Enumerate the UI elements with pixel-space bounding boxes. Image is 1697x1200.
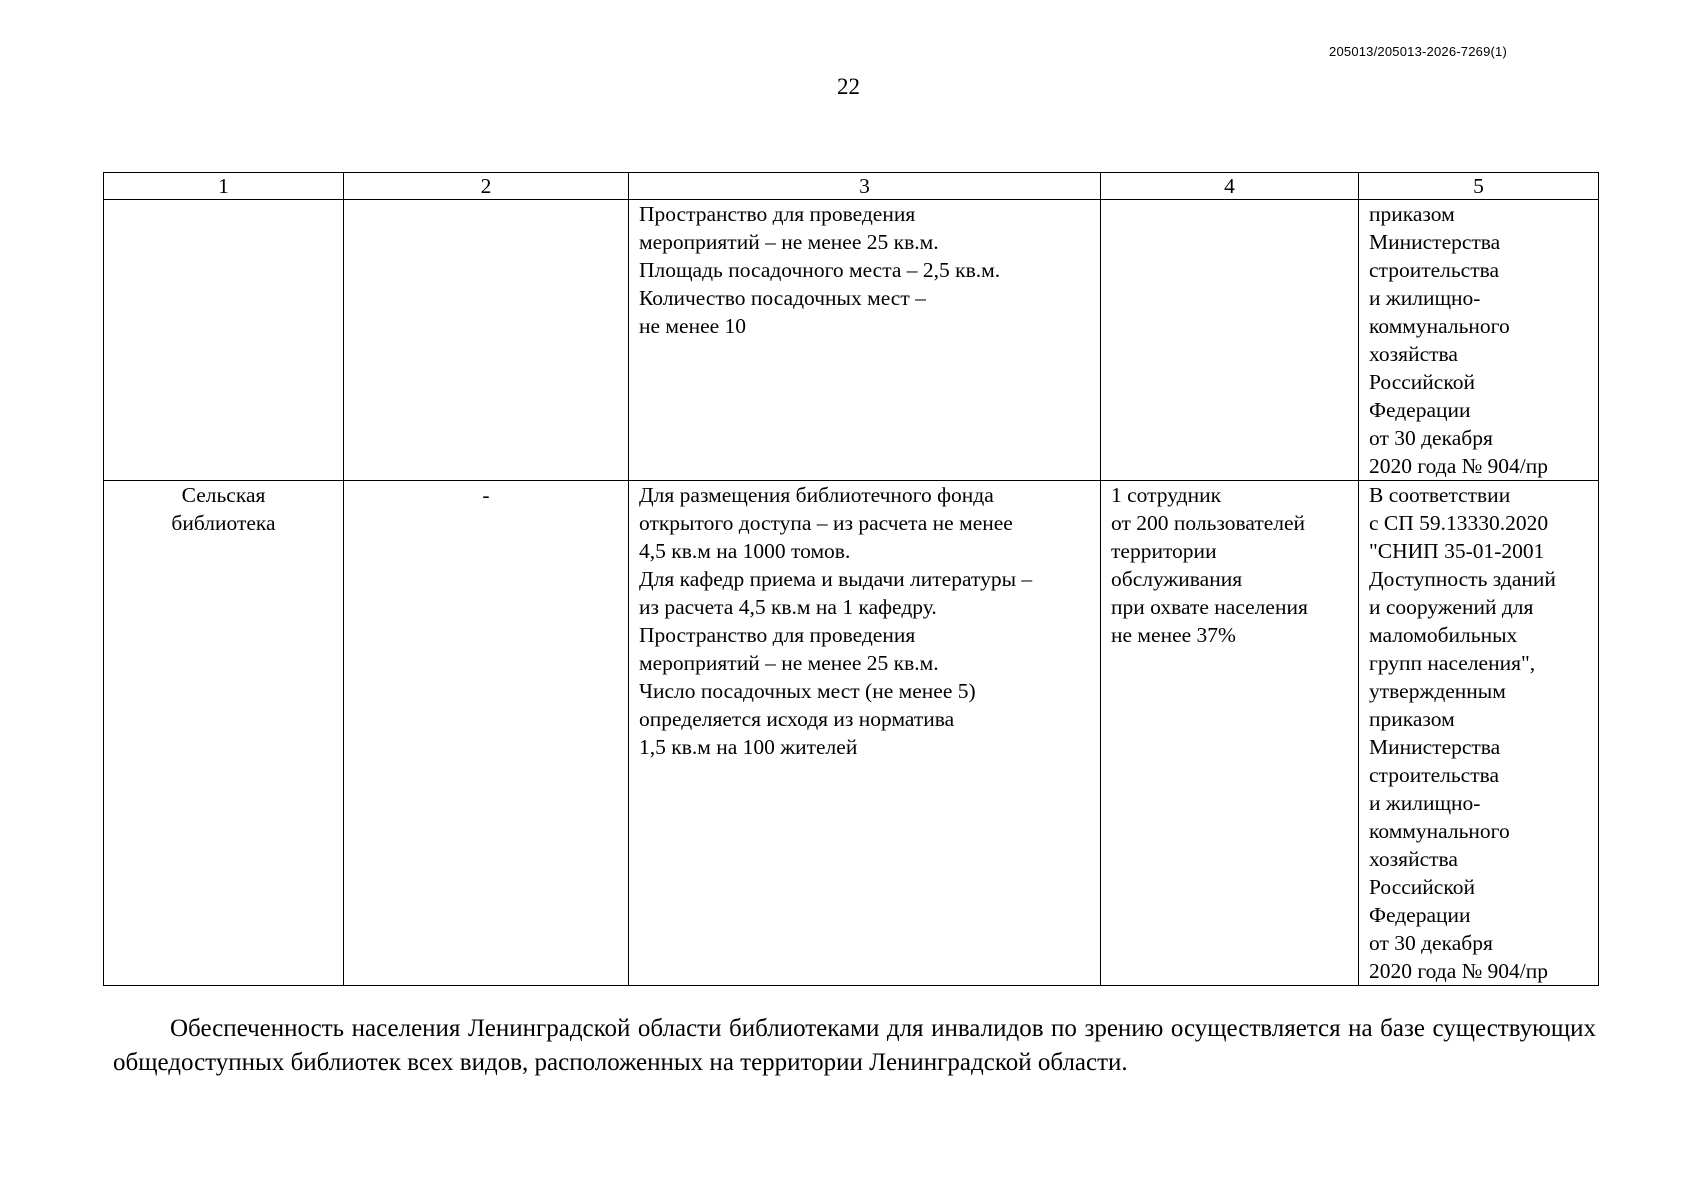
text-line: хозяйства — [1369, 847, 1458, 871]
text-line: Федерации — [1369, 398, 1471, 422]
indicator-cell: - — [344, 481, 629, 986]
area-requirements-cell — [629, 200, 1101, 481]
text-line: определяется исходя из норматива — [639, 707, 955, 731]
text-line: хозяйства — [1369, 342, 1458, 366]
text-line: 1 сотрудник — [1111, 483, 1222, 507]
text-line: строительства — [1369, 763, 1500, 787]
text-line: Количество посадочных мест – — [639, 286, 926, 310]
norms-table — [103, 172, 1599, 986]
text-line: Федерации — [1369, 903, 1471, 927]
text-line: 2020 года № 904/пр — [1369, 454, 1549, 478]
text-line: открытого доступа – из расчета не менее — [639, 511, 1013, 535]
text-line: В соответствии — [1369, 483, 1511, 507]
text-line: при охвате населения — [1111, 595, 1308, 619]
text-line: мероприятий – не менее 25 кв.м. — [639, 230, 939, 254]
text-line: библиотека — [171, 511, 276, 535]
text-line: Для размещения библиотечного фонда — [639, 483, 994, 507]
text-line: Министерства — [1369, 735, 1501, 759]
staffing-cell — [1101, 481, 1359, 986]
text-line: Российской — [1369, 875, 1475, 899]
column-header: 4 — [1101, 173, 1359, 200]
text-line: строительства — [1369, 258, 1500, 282]
text-line: Для кафедр приема и выдачи литературы – — [639, 567, 1033, 591]
text-line: и сооружений для — [1369, 595, 1534, 619]
text-line: приказом — [1369, 707, 1455, 731]
text-line: и жилищно- — [1369, 286, 1481, 310]
text-line: от 30 декабря — [1369, 931, 1493, 955]
text-line: Число посадочных мест (не менее 5) — [639, 679, 976, 703]
text-line: Российской — [1369, 370, 1475, 394]
area-requirements-cell — [629, 481, 1101, 986]
indicator-cell — [344, 200, 629, 481]
text-line: мероприятий – не менее 25 кв.м. — [639, 651, 939, 675]
text-line: 1,5 кв.м на 100 жителей — [639, 735, 858, 759]
text-line: маломобильных — [1369, 623, 1518, 647]
page-number: 22 — [837, 74, 860, 99]
table-header-row — [104, 173, 1599, 200]
text-line: обслуживания — [1111, 567, 1243, 591]
text-line: 2020 года № 904/пр — [1369, 959, 1549, 983]
text-line: Пространство для проведения — [639, 623, 916, 647]
staffing-cell — [1101, 200, 1359, 481]
text-line: 4,5 кв.м на 1000 томов. — [639, 539, 851, 563]
text-line: не менее 37% — [1111, 623, 1236, 647]
table-row — [104, 481, 1599, 986]
text-line: Доступность зданий — [1369, 567, 1556, 591]
text-line: групп населения", — [1369, 651, 1536, 675]
text-line: коммунального — [1369, 314, 1510, 338]
table-row — [104, 200, 1599, 481]
text-line: из расчета 4,5 кв.м на 1 кафедру. — [639, 595, 937, 619]
column-header: 3 — [629, 173, 1101, 200]
text-line: от 200 пользователей — [1111, 511, 1306, 535]
body-paragraph: Обеспеченность населения Ленинградской области библиотеками для инвалидов по зрению осуществляется на базе существующих общедоступных библиотек всех видов, расположенных на территории Ленинградской области. — [113, 1015, 1596, 1076]
legal-basis-cell — [1359, 481, 1599, 986]
text-line: не менее 10 — [639, 314, 747, 338]
text-line: утвержденным — [1369, 679, 1506, 703]
text-line: "СНИП 35-01-2001 — [1369, 539, 1545, 563]
facility-cell — [104, 481, 344, 986]
facility-cell — [104, 200, 344, 481]
text-line: коммунального — [1369, 819, 1510, 843]
column-header: 2 — [344, 173, 629, 200]
legal-basis-cell — [1359, 200, 1599, 481]
text-line: Министерства — [1369, 230, 1501, 254]
text-line: территории — [1111, 539, 1217, 563]
text-line: с СП 59.13330.2020 — [1369, 511, 1549, 535]
text-line: Сельская — [181, 483, 266, 507]
text-line: Площадь посадочного места – 2,5 кв.м. — [639, 258, 1001, 282]
column-header: 1 — [104, 173, 344, 200]
column-header: 5 — [1359, 173, 1599, 200]
text-line: Пространство для проведения — [639, 202, 916, 226]
text-line: приказом — [1369, 202, 1455, 226]
text-line: от 30 декабря — [1369, 426, 1493, 450]
document-id: 205013/205013-2026-7269(1) — [1329, 44, 1507, 59]
text-line: и жилищно- — [1369, 791, 1481, 815]
